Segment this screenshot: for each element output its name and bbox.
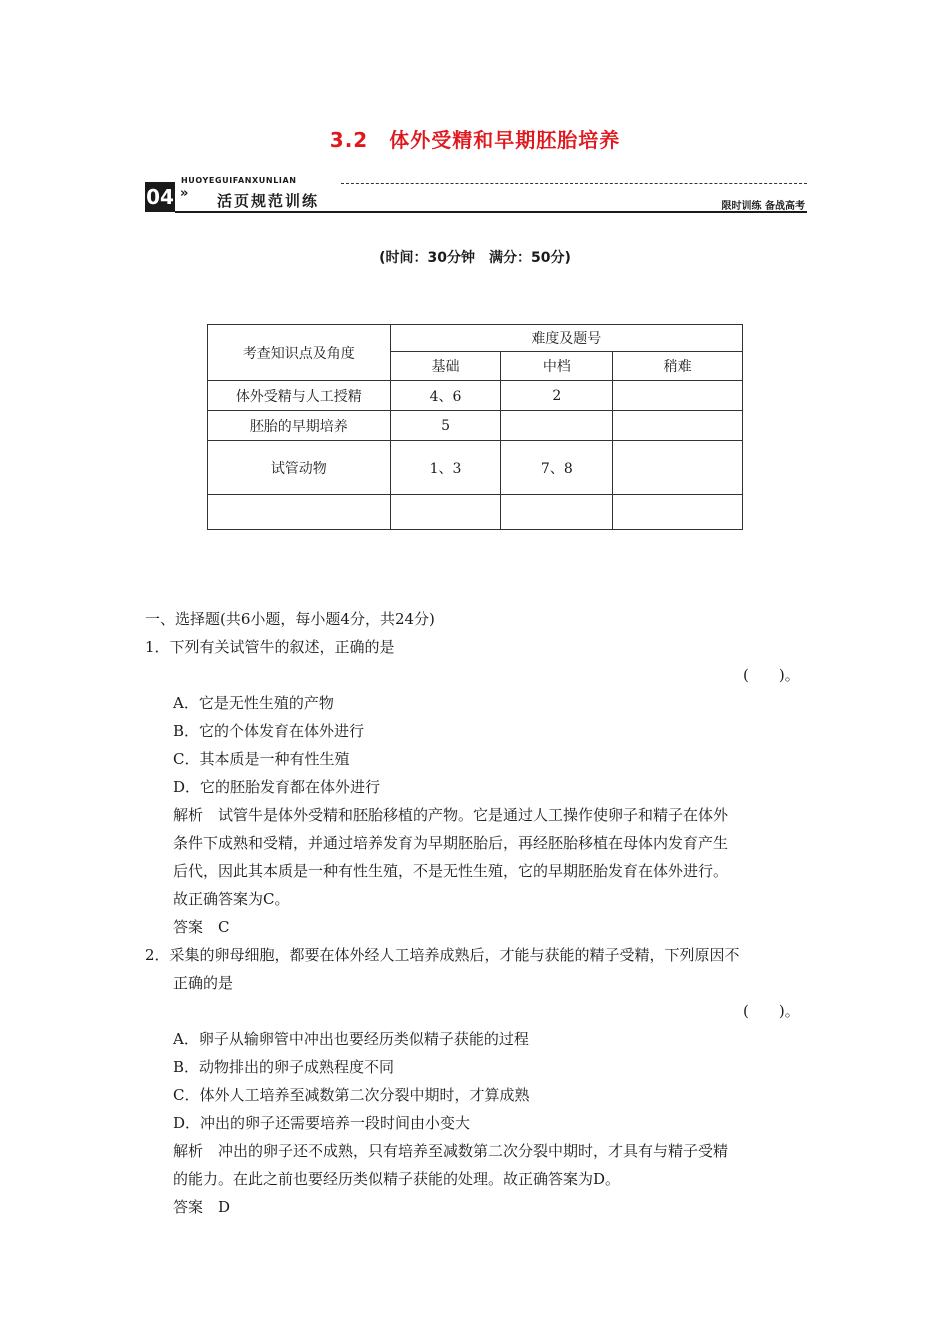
q2-option-c: C．体外人工培养至减数第二次分裂中期时，才算成熟 <box>173 1086 530 1104</box>
q2-stem-line: 2．采集的卵母细胞，都要在体外经人工培养成熟后，才能与获能的精子受精，下列原因不 <box>145 946 740 964</box>
section-heading: 一、选择题(共6小题，每小题4分，共24分) <box>145 610 435 628</box>
row-medium <box>501 411 613 441</box>
q1-stem: 1．下列有关试管牛的叙述，正确的是 <box>145 638 395 656</box>
q2-analysis-line: 的能力。在此之前也要经历类似精子获能的处理。故正确答案为D。 <box>173 1170 621 1188</box>
time-info: (时间：30分钟 满分：50分) <box>379 250 571 266</box>
header-difficulty: 难度及题号 <box>390 325 742 352</box>
table-row <box>208 441 743 495</box>
knowledge-table <box>207 324 743 530</box>
row-topic <box>208 495 391 530</box>
q1-option-d: D．它的胚胎发育都在体外进行 <box>173 778 381 796</box>
banner-rule <box>175 211 807 213</box>
q2-stem-line: 正确的是 <box>173 974 234 992</box>
page-title: 3.2 体外受精和早期胚胎培养 <box>329 128 621 152</box>
q2-option-a: A．卵子从输卵管中冲出也要经历类似精子获能的过程 <box>173 1030 529 1048</box>
row-medium: 2 <box>501 381 613 411</box>
q2-option-b: B．动物排出的卵子成熟程度不同 <box>173 1058 395 1076</box>
row-hard <box>613 495 743 530</box>
row-hard <box>613 411 743 441</box>
q2-analysis-line: 解析 冲出的卵子还不成熟，只有培养至减数第二次分裂中期时，才具有与精子受精 <box>173 1142 729 1160</box>
banner-pinyin: HUOYEGUIFANXUNLIAN <box>181 176 297 185</box>
q1-answer: 答案 C <box>173 918 230 936</box>
table-row <box>208 495 743 530</box>
row-basic <box>390 495 501 530</box>
q1-analysis-line: 条件下成熟和受精，并通过培养发育为早期胚胎后，再经胚胎移植在母体内发育产生 <box>173 834 729 852</box>
double-chevron-icon: » <box>180 186 189 201</box>
level-basic: 基础 <box>390 352 501 381</box>
row-topic: 胚胎的早期培养 <box>208 411 391 441</box>
table-row <box>208 381 743 411</box>
row-medium <box>501 495 613 530</box>
row-topic: 体外受精与人工授精 <box>208 381 391 411</box>
row-hard <box>613 381 743 411</box>
table-header-row <box>208 325 743 352</box>
q1-analysis-line: 故正确答案为C。 <box>173 890 290 908</box>
q2-answer: 答案 D <box>173 1198 231 1216</box>
q1-option-a: A．它是无性生殖的产物 <box>173 694 334 712</box>
banner-slogan: 限时训练 备战高考 <box>721 201 805 212</box>
header-topic: 考查知识点及角度 <box>208 325 391 381</box>
row-basic: 4、6 <box>390 381 501 411</box>
row-basic: 1、3 <box>390 441 501 495</box>
q1-analysis-line: 解析 试管牛是体外受精和胚胎移植的产物。它是通过人工操作使卵子和精子在体外 <box>173 806 729 824</box>
q1-answer-bracket: ( )。 <box>743 666 800 684</box>
banner-name: 活页规范训练 <box>217 192 320 210</box>
row-hard <box>613 441 743 495</box>
q1-option-c: C．其本质是一种有性生殖 <box>173 750 350 768</box>
row-topic: 试管动物 <box>208 441 391 495</box>
q2-option-d: D．冲出的卵子还需要培养一段时间由小变大 <box>173 1114 471 1132</box>
banner-dashed-line <box>341 183 807 184</box>
level-hard: 稍难 <box>613 352 743 381</box>
row-basic: 5 <box>390 411 501 441</box>
q1-analysis-line: 后代，因此其本质是一种有性生殖，不是无性生殖，它的早期胚胎发育在体外进行。 <box>173 862 729 880</box>
table-row <box>208 411 743 441</box>
row-medium: 7、8 <box>501 441 613 495</box>
banner-number: 04 <box>145 182 175 212</box>
level-medium: 中档 <box>501 352 613 381</box>
section-banner <box>145 178 807 216</box>
q2-answer-bracket: ( )。 <box>743 1002 800 1020</box>
q1-option-b: B．它的个体发育在体外进行 <box>173 722 365 740</box>
